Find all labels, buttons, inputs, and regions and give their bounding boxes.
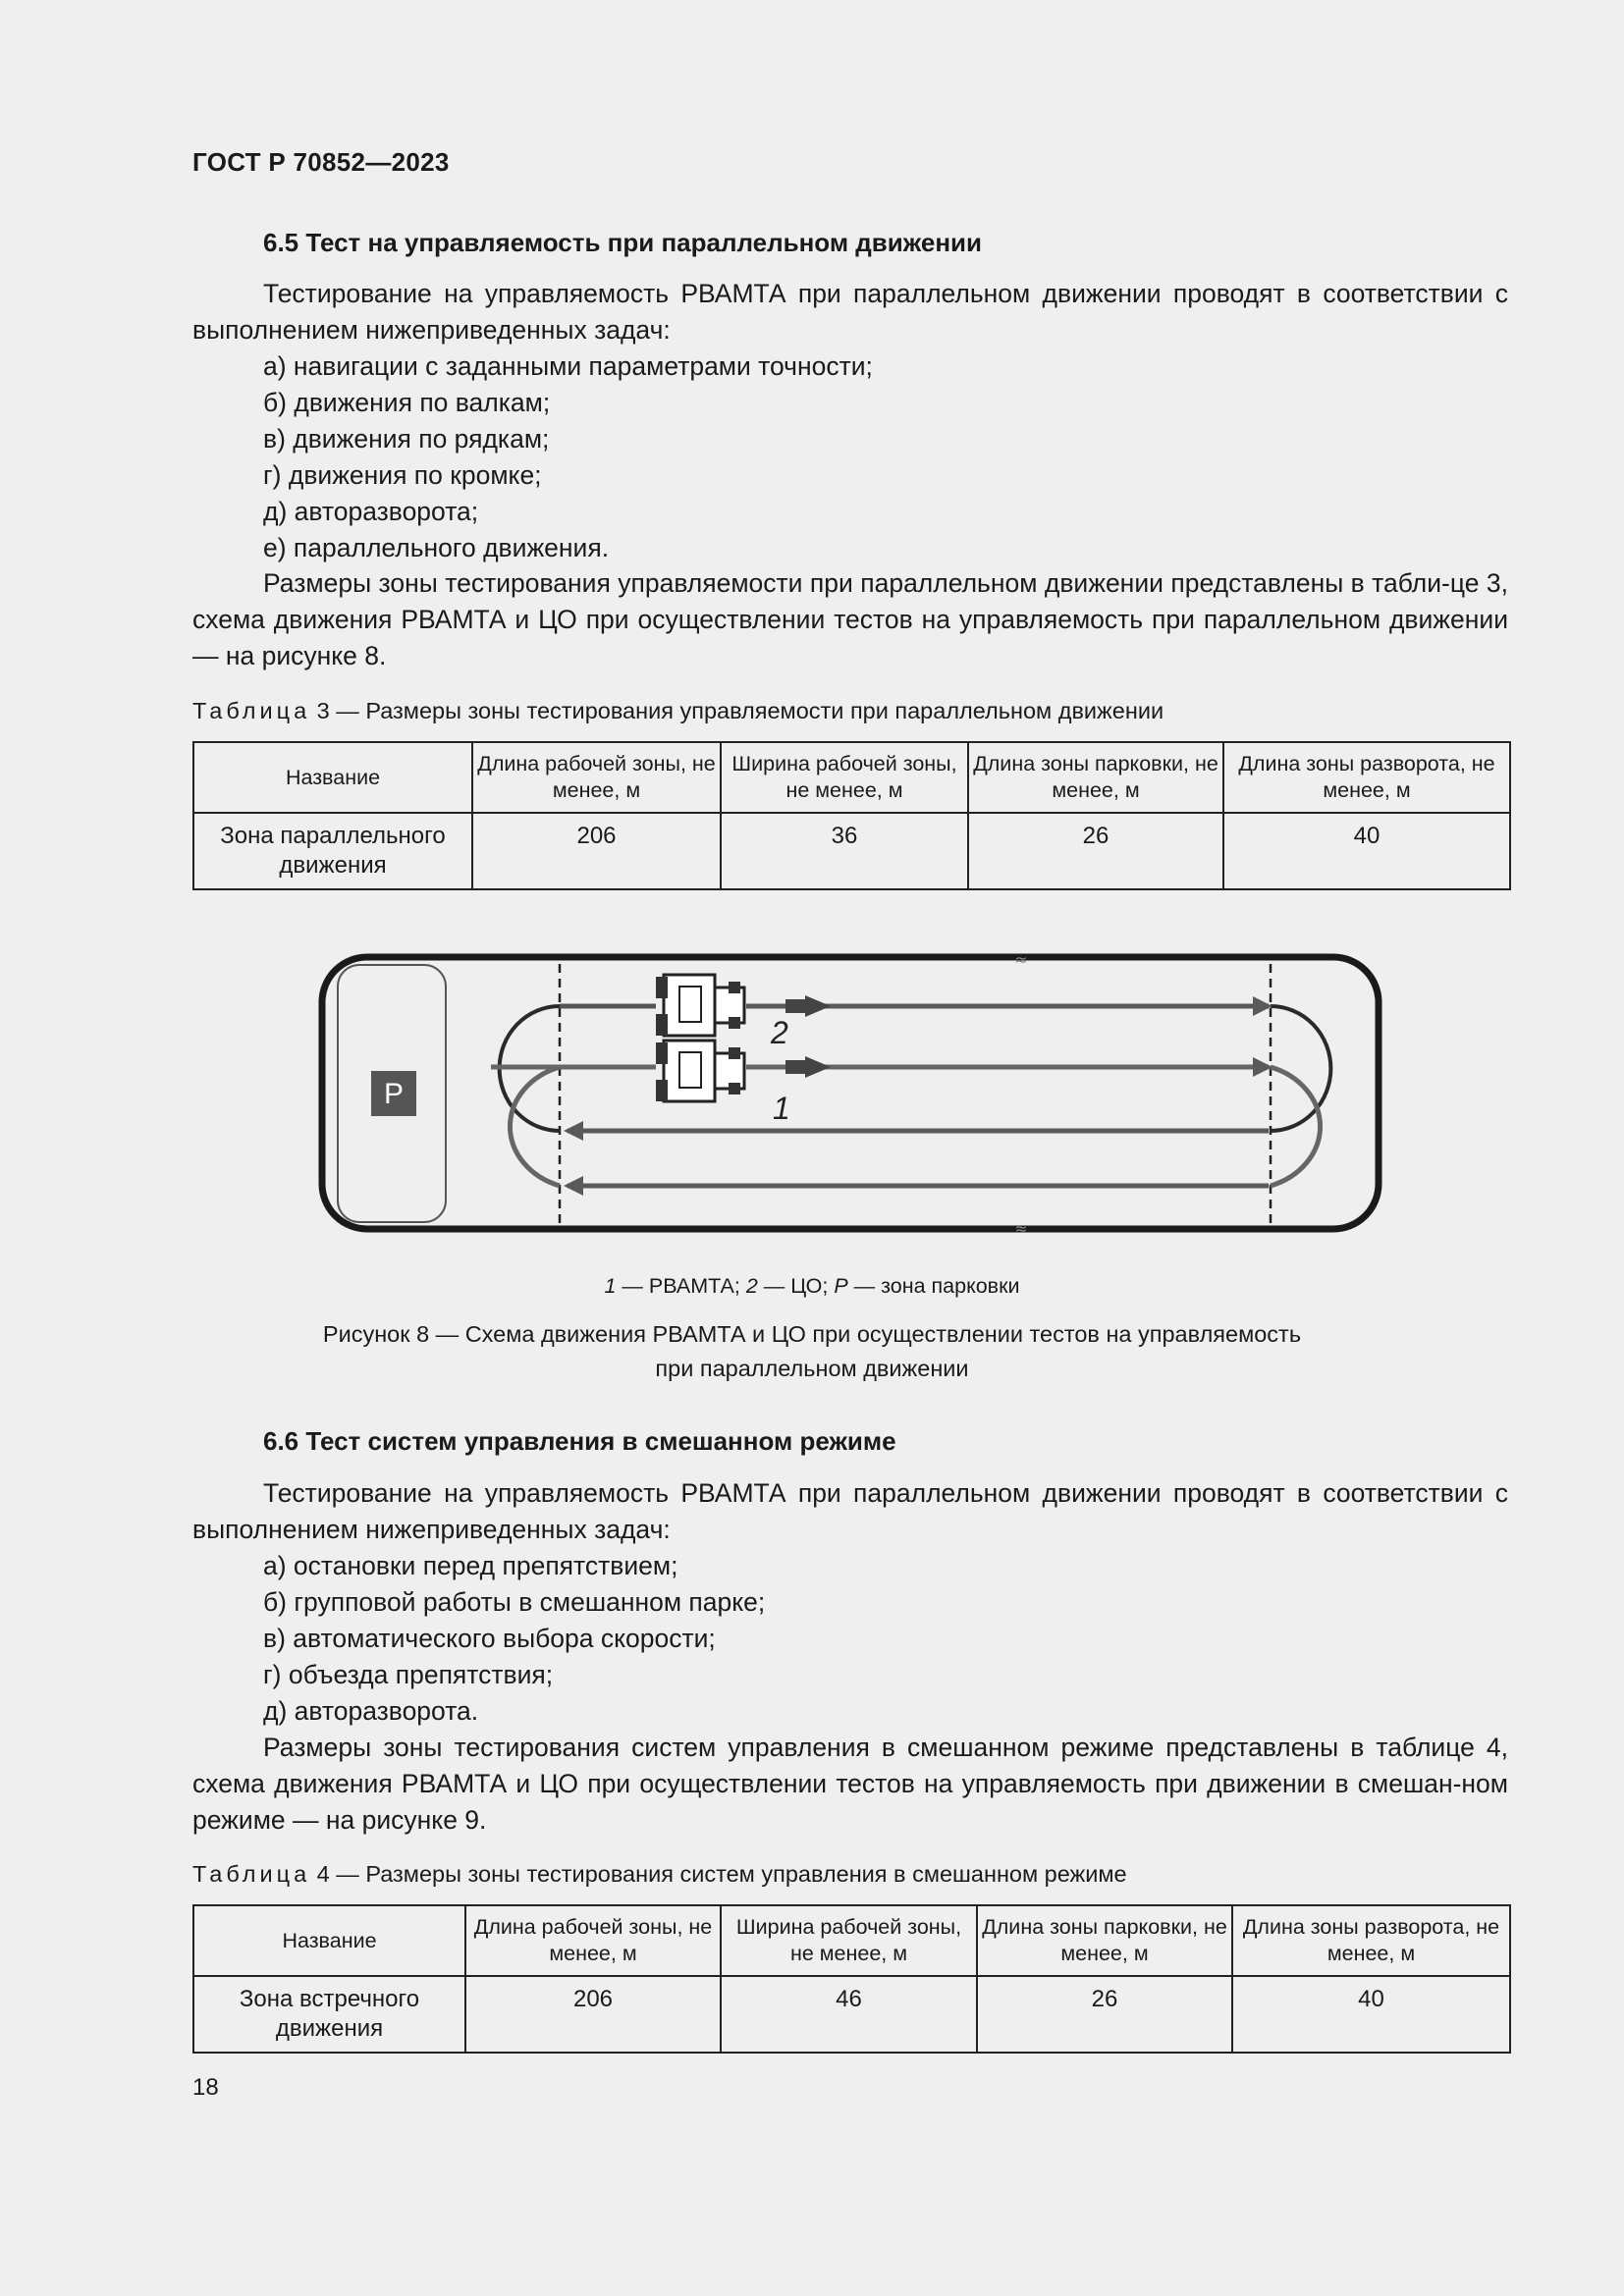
table-row bbox=[193, 813, 1510, 889]
table-header-cell: Длина зоны парковки, не менее, м bbox=[968, 742, 1223, 813]
figure-caption-line: Рисунок 8 — Схема движения РВАМТА и ЦО при осуществлении тестов на управляемость bbox=[322, 1321, 1302, 1347]
document-header: ГОСТ Р 70852—2023 bbox=[192, 147, 450, 177]
parking-label: P bbox=[383, 1078, 405, 1110]
table-3 bbox=[192, 741, 1511, 890]
direction-arrow-shaft bbox=[785, 999, 805, 1013]
section-6-5-intro: Тестирование на управляемость РВАМТА при параллельном движении проводят в соответствии с выполнением нижеприведенных задач: bbox=[192, 279, 1508, 345]
table-cell: 46 bbox=[721, 1976, 977, 2053]
page-number: 18 bbox=[192, 2074, 219, 2101]
table-row bbox=[193, 1976, 1510, 2053]
figure-8-legend: 1 — РВАМТА; 2 — ЦО; Р — зона парковки bbox=[604, 1274, 1020, 1298]
tractor-1-icon bbox=[656, 1041, 744, 1101]
break-mark-icon: ≈ bbox=[1014, 950, 1028, 969]
section-6-5-heading: 6.5 Тест на управляемость при параллельном движении bbox=[263, 228, 982, 257]
direction-arrow-icon bbox=[805, 995, 831, 1017]
table-cell: 36 bbox=[721, 813, 968, 889]
list-item: б) движения по валкам; bbox=[263, 388, 551, 417]
table-header-cell: Название bbox=[193, 742, 472, 813]
table-4-caption: Таблица 4 — Размеры зоны тестирования систем управления в смешанном режиме bbox=[192, 1861, 1127, 1887]
break-mark-icon: ≈ bbox=[1014, 1219, 1028, 1237]
table-header-cell: Длина рабочей зоны, не менее, м bbox=[465, 1905, 721, 1976]
section-6-6-outro: Размеры зоны тестирования систем управления в смешанном режиме представлены в таблице 4, схема движения РВАМТА и ЦО при осуществлении тестов на управляемость при движении в смешан-ном режиме — на рисунке 9. bbox=[192, 1733, 1508, 1835]
table-header-cell: Название bbox=[193, 1905, 465, 1976]
table-header-cell: Длина зоны парковки, не менее, м bbox=[977, 1905, 1232, 1976]
table-header-cell: Длина зоны разворота, не менее, м bbox=[1232, 1905, 1510, 1976]
table-cell: 206 bbox=[472, 813, 721, 889]
figure-label-1: 1 bbox=[773, 1091, 790, 1126]
table-header-cell: Ширина рабочей зоны, не менее, м bbox=[721, 1905, 977, 1976]
figure-8-diagram bbox=[314, 942, 1394, 1237]
table-3-caption: Таблица 3 — Размеры зоны тестирования управляемости при параллельном движении bbox=[192, 698, 1164, 723]
table-cell: 26 bbox=[968, 813, 1223, 889]
tractor-2-icon bbox=[656, 975, 744, 1036]
figure-label-2: 2 bbox=[771, 1015, 788, 1050]
table-cell: 40 bbox=[1232, 1976, 1510, 2053]
list-item: д) авторазворота. bbox=[263, 1696, 479, 1726]
list-item: д) авторазворота; bbox=[263, 497, 479, 526]
section-6-6-heading: 6.6 Тест систем управления в смешанном режиме bbox=[263, 1426, 896, 1456]
table-header-cell: Длина рабочей зоны, не менее, м bbox=[472, 742, 721, 813]
list-item: г) движения по кромке; bbox=[263, 460, 542, 490]
table-cell: 206 bbox=[465, 1976, 721, 2053]
section-6-6-intro: Тестирование на управляемость РВАМТА при параллельном движении проводят в соответствии с выполнением нижеприведенных задач: bbox=[192, 1478, 1508, 1544]
list-item: в) движения по рядкам; bbox=[263, 424, 550, 454]
figure-8-caption bbox=[0, 1317, 1624, 1386]
list-item: а) остановки перед препятствием; bbox=[263, 1551, 678, 1580]
direction-arrow-icon bbox=[805, 1056, 831, 1078]
list-item: в) автоматического выбора скорости; bbox=[263, 1624, 716, 1653]
table-cell: Зона встречного движения bbox=[193, 1976, 465, 2053]
section-6-5-task-list bbox=[263, 348, 873, 566]
table-header-cell: Ширина рабочей зоны, не менее, м bbox=[721, 742, 968, 813]
table-header-cell: Длина зоны разворота, не менее, м bbox=[1223, 742, 1510, 813]
list-item: б) групповой работы в смешанном парке; bbox=[263, 1587, 766, 1617]
section-6-6-task-list bbox=[263, 1548, 765, 1730]
table-4 bbox=[192, 1904, 1511, 2054]
list-item: г) объезда препятствия; bbox=[263, 1660, 554, 1689]
table-cell: 40 bbox=[1223, 813, 1510, 889]
section-6-5-outro: Размеры зоны тестирования управляемости при параллельном движении представлены в табли-це 3, схема движения РВАМТА и ЦО при осуществлении тестов на управляемость при параллельном движении — на рисунке 8. bbox=[192, 568, 1508, 670]
list-item: е) параллельного движения. bbox=[263, 533, 610, 562]
direction-arrow-shaft bbox=[785, 1060, 805, 1074]
table-cell: 26 bbox=[977, 1976, 1232, 2053]
figure-caption-line: при параллельном движении bbox=[655, 1356, 969, 1381]
list-item: а) навигации с заданными параметрами точности; bbox=[263, 351, 873, 381]
table-cell: Зона параллельного движения bbox=[193, 813, 472, 889]
